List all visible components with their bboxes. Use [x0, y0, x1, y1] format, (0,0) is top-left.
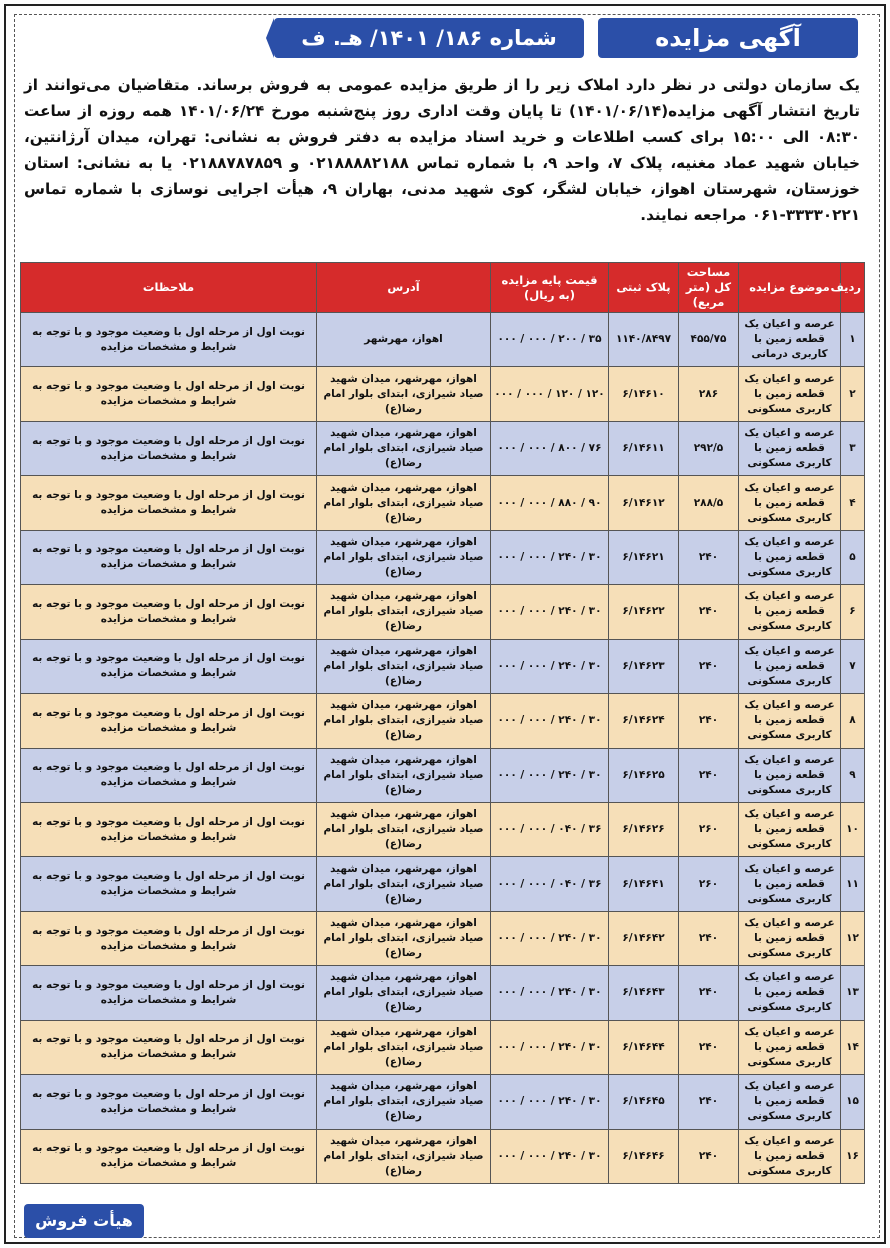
cell-plaque: ۶/۱۴۶۲۴: [609, 694, 679, 748]
cell-address: اهواز، مهرشهر، میدان شهید صیاد شیرازی، ابتدای بلوار امام رضا(ع): [317, 421, 491, 475]
cell-area: ۲۴۰: [679, 694, 739, 748]
cell-subject: عرصه و اعیان یک قطعه زمین با کاربری مسکونی: [739, 911, 841, 965]
cell-note: نوبت اول از مرحله اول با وضعیت موجود و با توجه به شرایط و مشخصات مزایده: [21, 802, 317, 856]
cell-note: نوبت اول از مرحله اول با وضعیت موجود و با توجه به شرایط و مشخصات مزایده: [21, 530, 317, 584]
cell-note: نوبت اول از مرحله اول با وضعیت موجود و با توجه به شرایط و مشخصات مزایده: [21, 694, 317, 748]
intro-text: [24, 72, 860, 228]
cell-idx: ۱۵: [841, 1075, 865, 1129]
cell-area: ۲۴۰: [679, 911, 739, 965]
cell-price: ۳۰ / ۲۴۰ / ۰۰۰ / ۰۰۰: [491, 1129, 609, 1183]
cell-idx: ۴: [841, 476, 865, 530]
cell-note: نوبت اول از مرحله اول با وضعیت موجود و با توجه به شرایط و مشخصات مزایده: [21, 1129, 317, 1183]
cell-address: اهواز، مهرشهر، میدان شهید صیاد شیرازی، ابتدای بلوار امام رضا(ع): [317, 966, 491, 1020]
cell-plaque: ۶/۱۴۶۲۳: [609, 639, 679, 693]
header-notes: ملاحظات: [21, 263, 317, 313]
header-area: مساحت کل (متر مربع): [679, 263, 739, 313]
cell-subject: عرصه و اعیان یک قطعه زمین با کاربری مسکونی: [739, 694, 841, 748]
cell-address: اهواز، مهرشهر، میدان شهید صیاد شیرازی، ابتدای بلوار امام رضا(ع): [317, 639, 491, 693]
ad-number: شماره ۱۸۶/ ۱۴۰۱/ هـ. ف: [274, 18, 584, 58]
table-body: [21, 313, 865, 1184]
cell-address: اهواز، مهرشهر، میدان شهید صیاد شیرازی، ابتدای بلوار امام رضا(ع): [317, 857, 491, 911]
ad-frame: [4, 4, 886, 1244]
table-row: [21, 421, 865, 475]
cell-area: ۲۴۰: [679, 1020, 739, 1074]
cell-subject: عرصه و اعیان یک قطعه زمین با کاربری مسکونی: [739, 748, 841, 802]
cell-area: ۲۸۶: [679, 367, 739, 421]
cell-note: نوبت اول از مرحله اول با وضعیت موجود و با توجه به شرایط و مشخصات مزایده: [21, 1020, 317, 1074]
cell-plaque: ۶/۱۴۶۴۶: [609, 1129, 679, 1183]
cell-area: ۲۶۰: [679, 802, 739, 856]
cell-idx: ۱۶: [841, 1129, 865, 1183]
cell-address: اهواز، مهرشهر، میدان شهید صیاد شیرازی، ابتدای بلوار امام رضا(ع): [317, 530, 491, 584]
cell-address: اهواز، مهرشهر، میدان شهید صیاد شیرازی، ابتدای بلوار امام رضا(ع): [317, 367, 491, 421]
cell-area: ۲۸۸/۵: [679, 476, 739, 530]
cell-price: ۳۰ / ۲۴۰ / ۰۰۰ / ۰۰۰: [491, 1020, 609, 1074]
cell-subject: عرصه و اعیان یک قطعه زمین با کاربری مسکونی: [739, 585, 841, 639]
cell-price: ۱۲۰ / ۱۲۰ / ۰۰۰ / ۰۰۰: [491, 367, 609, 421]
cell-plaque: ۶/۱۴۶۱۲: [609, 476, 679, 530]
cell-idx: ۷: [841, 639, 865, 693]
cell-area: ۲۴۰: [679, 585, 739, 639]
table-row: [21, 857, 865, 911]
cell-idx: ۱: [841, 313, 865, 367]
cell-price: ۳۰ / ۲۴۰ / ۰۰۰ / ۰۰۰: [491, 748, 609, 802]
cell-area: ۲۴۰: [679, 639, 739, 693]
cell-price: ۷۶ / ۸۰۰ / ۰۰۰ / ۰۰۰: [491, 421, 609, 475]
cell-plaque: ۶/۱۴۶۴۵: [609, 1075, 679, 1129]
header-idx: ردیف: [841, 263, 865, 313]
cell-idx: ۱۳: [841, 966, 865, 1020]
table-row: [21, 911, 865, 965]
cell-note: نوبت اول از مرحله اول با وضعیت موجود و با توجه به شرایط و مشخصات مزایده: [21, 639, 317, 693]
table-row: [21, 1129, 865, 1183]
cell-price: ۳۰ / ۲۴۰ / ۰۰۰ / ۰۰۰: [491, 694, 609, 748]
auction-table: [20, 262, 865, 1184]
cell-idx: ۸: [841, 694, 865, 748]
cell-price: ۳۰ / ۲۴۰ / ۰۰۰ / ۰۰۰: [491, 530, 609, 584]
header: [6, 10, 884, 68]
cell-idx: ۹: [841, 748, 865, 802]
cell-address: اهواز، مهرشهر، میدان شهید صیاد شیرازی، ابتدای بلوار امام رضا(ع): [317, 694, 491, 748]
cell-subject: عرصه و اعیان یک قطعه زمین با کاربری مسکونی: [739, 530, 841, 584]
cell-address: اهواز، مهرشهر، میدان شهید صیاد شیرازی، ابتدای بلوار امام رضا(ع): [317, 911, 491, 965]
cell-address: اهواز، مهرشهر، میدان شهید صیاد شیرازی، ابتدای بلوار امام رضا(ع): [317, 1129, 491, 1183]
cell-address: اهواز، مهرشهر، میدان شهید صیاد شیرازی، ابتدای بلوار امام رضا(ع): [317, 748, 491, 802]
header-subject: موضوع مزایده: [739, 263, 841, 313]
cell-plaque: ۶/۱۴۶۴۲: [609, 911, 679, 965]
cell-subject: عرصه و اعیان یک قطعه زمین با کاربری مسکونی: [739, 802, 841, 856]
cell-note: نوبت اول از مرحله اول با وضعیت موجود و با توجه به شرایط و مشخصات مزایده: [21, 1075, 317, 1129]
cell-note: نوبت اول از مرحله اول با وضعیت موجود و با توجه به شرایط و مشخصات مزایده: [21, 313, 317, 367]
cell-plaque: ۶/۱۴۶۴۴: [609, 1020, 679, 1074]
cell-price: ۳۰ / ۲۴۰ / ۰۰۰ / ۰۰۰: [491, 966, 609, 1020]
cell-subject: عرصه و اعیان یک قطعه زمین با کاربری درمانی: [739, 313, 841, 367]
cell-subject: عرصه و اعیان یک قطعه زمین با کاربری مسکونی: [739, 1020, 841, 1074]
cell-note: نوبت اول از مرحله اول با وضعیت موجود و با توجه به شرایط و مشخصات مزایده: [21, 476, 317, 530]
cell-plaque: ۶/۱۴۶۱۱: [609, 421, 679, 475]
cell-area: ۲۴۰: [679, 966, 739, 1020]
cell-address: اهواز، مهرشهر، میدان شهید صیاد شیرازی، ابتدای بلوار امام رضا(ع): [317, 1020, 491, 1074]
cell-idx: ۱۰: [841, 802, 865, 856]
cell-address: اهواز، مهرشهر: [317, 313, 491, 367]
cell-area: ۴۵۵/۷۵: [679, 313, 739, 367]
cell-price: ۳۰ / ۲۴۰ / ۰۰۰ / ۰۰۰: [491, 639, 609, 693]
cell-idx: ۳: [841, 421, 865, 475]
cell-price: ۳۵ / ۲۰۰ / ۰۰۰ / ۰۰۰: [491, 313, 609, 367]
table-row: [21, 313, 865, 367]
cell-idx: ۶: [841, 585, 865, 639]
cell-idx: ۱۱: [841, 857, 865, 911]
cell-plaque: ۶/۱۴۶۲۶: [609, 802, 679, 856]
cell-price: ۳۰ / ۲۴۰ / ۰۰۰ / ۰۰۰: [491, 585, 609, 639]
cell-plaque: ۶/۱۴۶۲۱: [609, 530, 679, 584]
cell-price: ۹۰ / ۸۸۰ / ۰۰۰ / ۰۰۰: [491, 476, 609, 530]
cell-plaque: ۶/۱۴۶۴۱: [609, 857, 679, 911]
cell-plaque: ۶/۱۴۶۲۲: [609, 585, 679, 639]
table-row: [21, 367, 865, 421]
table-row: [21, 1075, 865, 1129]
cell-plaque: ۶/۱۴۶۱۰: [609, 367, 679, 421]
cell-price: ۳۶ / ۰۴۰ / ۰۰۰ / ۰۰۰: [491, 857, 609, 911]
ad-title: آگهی مزایده: [598, 18, 858, 58]
table-header-row: [21, 263, 865, 313]
cell-note: نوبت اول از مرحله اول با وضعیت موجود و با توجه به شرایط و مشخصات مزایده: [21, 585, 317, 639]
header-price: قیمت پایه مزایده (به ریال): [491, 263, 609, 313]
cell-subject: عرصه و اعیان یک قطعه زمین با کاربری مسکونی: [739, 639, 841, 693]
cell-subject: عرصه و اعیان یک قطعه زمین با کاربری مسکونی: [739, 857, 841, 911]
table-row: [21, 966, 865, 1020]
table-row: [21, 476, 865, 530]
cell-price: ۳۶ / ۰۴۰ / ۰۰۰ / ۰۰۰: [491, 802, 609, 856]
cell-subject: عرصه و اعیان یک قطعه زمین با کاربری مسکونی: [739, 367, 841, 421]
cell-area: ۲۴۰: [679, 1075, 739, 1129]
cell-note: نوبت اول از مرحله اول با وضعیت موجود و با توجه به شرایط و مشخصات مزایده: [21, 367, 317, 421]
cell-idx: ۱۲: [841, 911, 865, 965]
table-row: [21, 1020, 865, 1074]
cell-address: اهواز، مهرشهر، میدان شهید صیاد شیرازی، ابتدای بلوار امام رضا(ع): [317, 1075, 491, 1129]
footer-sales-board: هیأت فروش: [24, 1204, 144, 1238]
cell-note: نوبت اول از مرحله اول با وضعیت موجود و با توجه به شرایط و مشخصات مزایده: [21, 748, 317, 802]
cell-subject: عرصه و اعیان یک قطعه زمین با کاربری مسکونی: [739, 476, 841, 530]
cell-price: ۳۰ / ۲۴۰ / ۰۰۰ / ۰۰۰: [491, 911, 609, 965]
cell-plaque: ۱۱۴۰/۸۴۹۷: [609, 313, 679, 367]
cell-note: نوبت اول از مرحله اول با وضعیت موجود و با توجه به شرایط و مشخصات مزایده: [21, 911, 317, 965]
cell-address: اهواز، مهرشهر، میدان شهید صیاد شیرازی، ابتدای بلوار امام رضا(ع): [317, 585, 491, 639]
cell-area: ۲۹۲/۵: [679, 421, 739, 475]
table-row: [21, 802, 865, 856]
cell-idx: ۱۴: [841, 1020, 865, 1074]
cell-address: اهواز، مهرشهر، میدان شهید صیاد شیرازی، ابتدای بلوار امام رضا(ع): [317, 802, 491, 856]
table-row: [21, 530, 865, 584]
cell-address: اهواز، مهرشهر، میدان شهید صیاد شیرازی، ابتدای بلوار امام رضا(ع): [317, 476, 491, 530]
header-plaque: پلاک ثبتی: [609, 263, 679, 313]
cell-plaque: ۶/۱۴۶۴۳: [609, 966, 679, 1020]
table-row: [21, 694, 865, 748]
header-address: آدرس: [317, 263, 491, 313]
cell-price: ۳۰ / ۲۴۰ / ۰۰۰ / ۰۰۰: [491, 1075, 609, 1129]
cell-plaque: ۶/۱۴۶۲۵: [609, 748, 679, 802]
cell-note: نوبت اول از مرحله اول با وضعیت موجود و با توجه به شرایط و مشخصات مزایده: [21, 966, 317, 1020]
cell-note: نوبت اول از مرحله اول با وضعیت موجود و با توجه به شرایط و مشخصات مزایده: [21, 421, 317, 475]
cell-note: نوبت اول از مرحله اول با وضعیت موجود و با توجه به شرایط و مشخصات مزایده: [21, 857, 317, 911]
table-row: [21, 748, 865, 802]
intro-paragraph: یک سازمان دولتی در نظر دارد املاک زیر را از طریق مزایده عمومی به فروش برساند. متقاضیان می‌توانند از تاریخ انتشار آگهی مزایده(۱۴۰۱/۰۶/۱۴) تا پایان وقت اداری روز پنج‌شنبه مورخ ۱۴۰۱/۰۶/۲۴ همه روزه از ساعت ۰۸:۳۰ الی ۱۵:۰۰ برای کسب اطلاعات و خرید اسناد مزایده به دفتر فروش به نشانی: تهران، میدان آرژانتین، خیابان شهید عماد مغنیه، پلاک ۷، واحد ۹، با شماره تماس ۰۲۱۸۸۸۸۲۱۸۸ و ۰۲۱۸۸۷۸۷۸۵۹ یا به نشانی: استان خوزستان، شهرستان اهواز، خیابان لشگر، کوی شهید مدنی، بهاران ۹، هیأت اجرایی نوسازی با شماره تماس ۳۳۳۳۰۲۲۱-۰۶۱ مراجعه نمایند.: [24, 76, 861, 224]
cell-idx: ۲: [841, 367, 865, 421]
table-row: [21, 585, 865, 639]
cell-area: ۲۶۰: [679, 857, 739, 911]
cell-subject: عرصه و اعیان یک قطعه زمین با کاربری مسکونی: [739, 1075, 841, 1129]
cell-area: ۲۴۰: [679, 530, 739, 584]
cell-subject: عرصه و اعیان یک قطعه زمین با کاربری مسکونی: [739, 421, 841, 475]
cell-subject: عرصه و اعیان یک قطعه زمین با کاربری مسکونی: [739, 966, 841, 1020]
cell-idx: ۵: [841, 530, 865, 584]
table-row: [21, 639, 865, 693]
cell-area: ۲۴۰: [679, 1129, 739, 1183]
cell-subject: عرصه و اعیان یک قطعه زمین با کاربری مسکونی: [739, 1129, 841, 1183]
cell-area: ۲۴۰: [679, 748, 739, 802]
